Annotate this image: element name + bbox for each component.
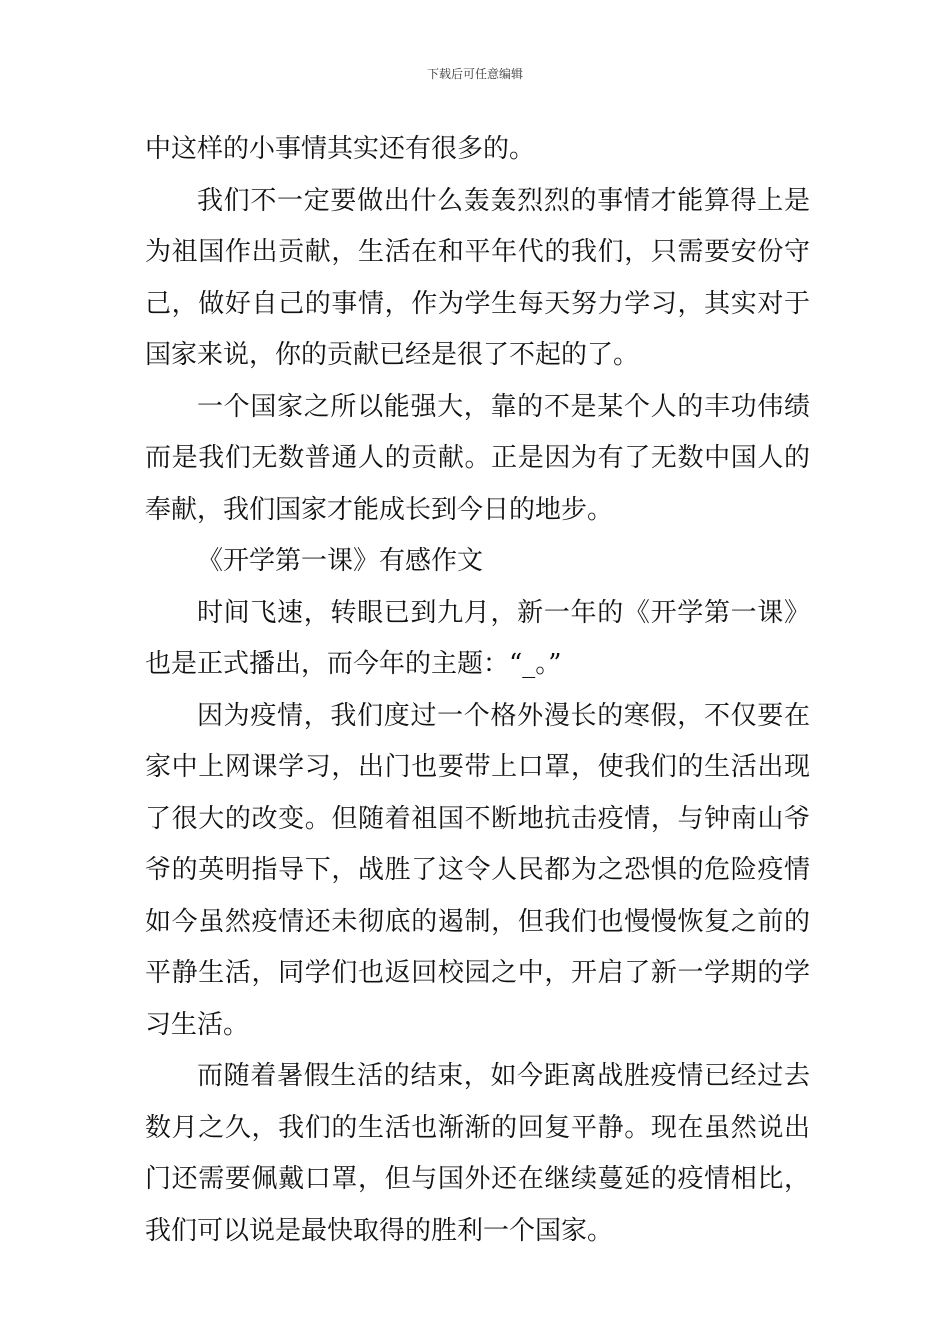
paragraph: 我们不一定要做出什么轰轰烈烈的事情才能算得上是为祖国作出贡献，生活在和平年代的我们，只需要安份守己，做好自己的事情，作为学生每天努力学习，其实对于国家来说，你的贡献已经是很了不起的了。 — [145, 185, 810, 370]
page-header-note: 下载后可任意编辑 — [426, 67, 523, 81]
paragraph: 因为疫情，我们度过一个格外漫长的寒假，不仅要在家中上网课学习，出门也要带上口罩，使我们的生活出现了很大的改变。但随着祖国不断地抗击疫情，与钟南山爷爷的英明指导下，战胜了这令人民都为之恐惧的危险疫情如今虽然疫情还未彻底的遏制，但我们也慢慢恢复之前的平静生活，同学们也返回校园之中，开启了新一学期的学习生活。 — [145, 700, 810, 1040]
paragraph: 而随着暑假生活的结束，如今距离战胜疫情已经过去数月之久，我们的生活也渐渐的回复平静。现在虽然说出门还需要佩戴口罩，但与国外还在继续蔓延的疫情相比，我们可以说是最快取得的胜利一个国家。 — [145, 1061, 810, 1246]
document-body — [145, 124, 810, 1257]
paragraph: 中这样的小事情其实还有很多的。 — [145, 134, 536, 164]
paragraph: 一个国家之所以能强大，靠的不是某个人的丰功伟绩而是我们无数普通人的贡献。正是因为有了无数中国人的奉献，我们国家才能成长到今日的地步。 — [145, 391, 810, 525]
paragraph: 时间飞速，转眼已到九月，新一年的《开学第一课》也是正式播出，而今年的主题：“_。” — [145, 597, 810, 679]
essay-title: 《开学第一课》有感作文 — [197, 546, 484, 576]
